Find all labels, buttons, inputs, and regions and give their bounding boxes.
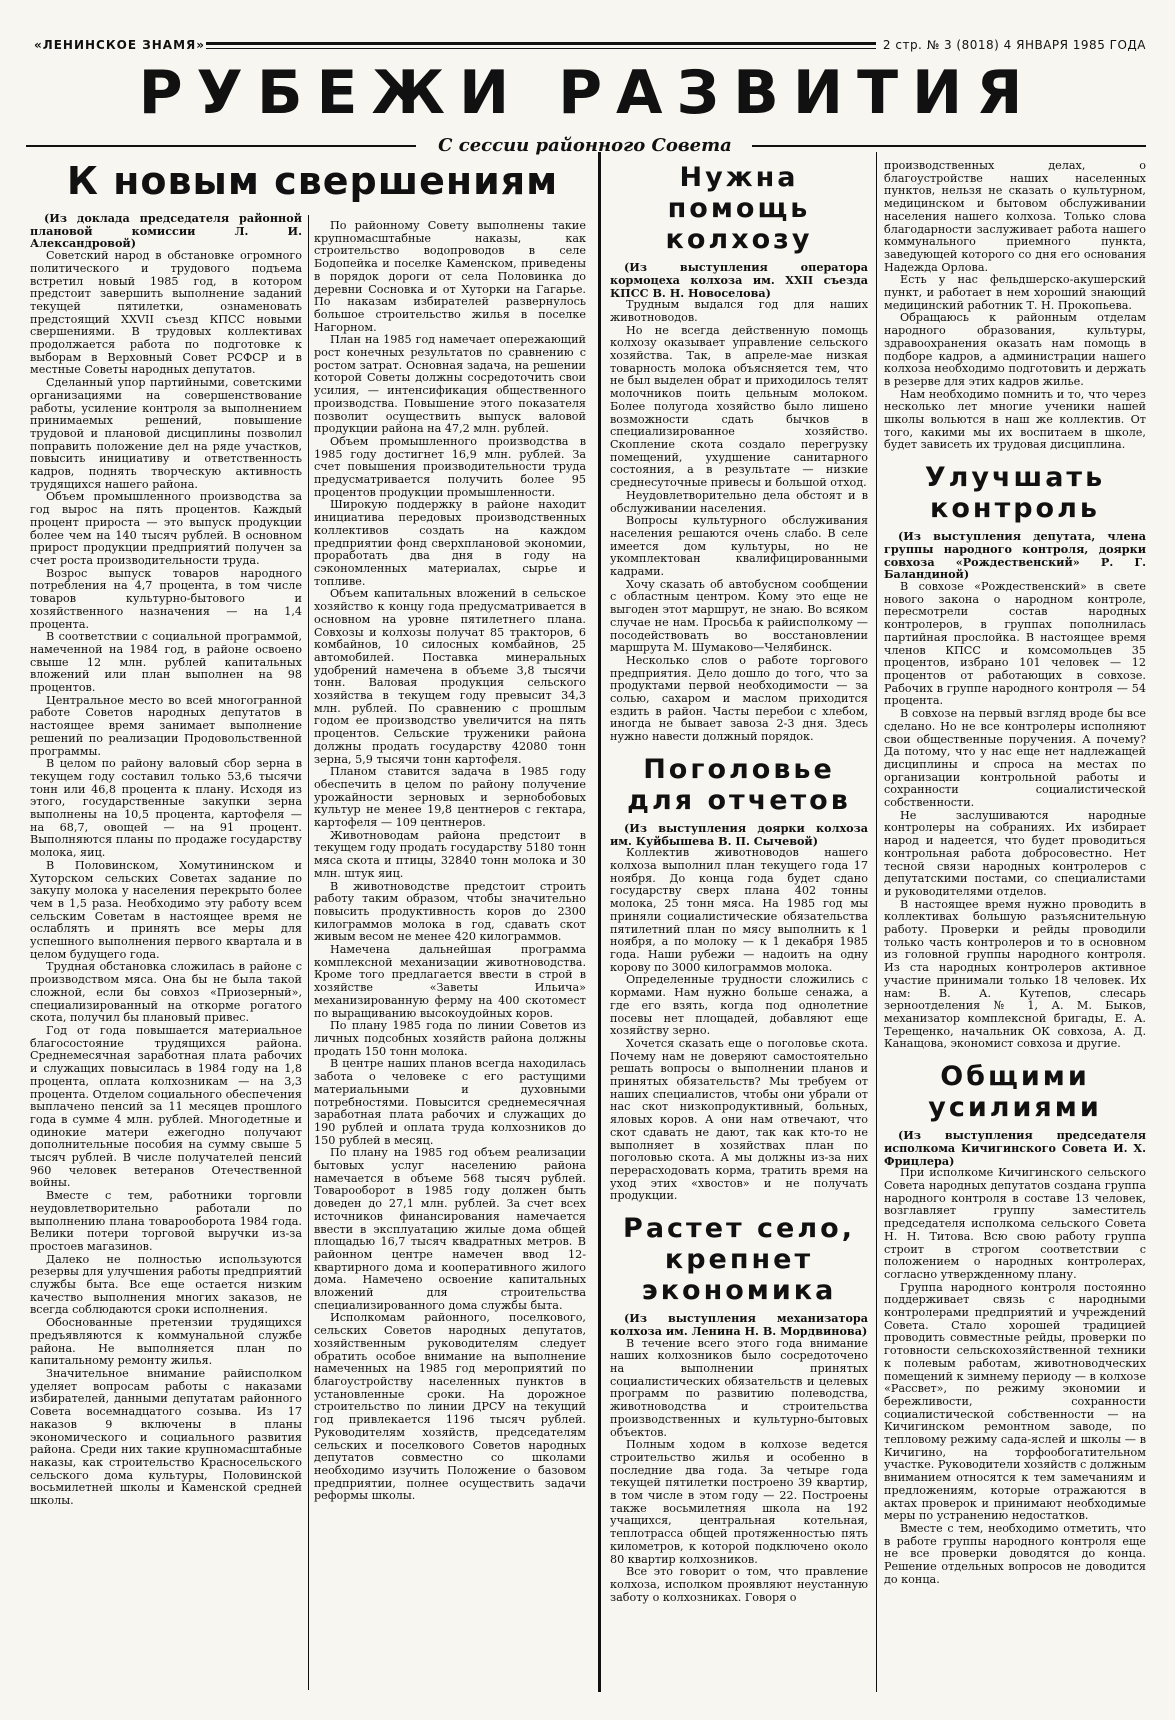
title-line: крепнет (664, 1244, 814, 1276)
article-title-common-efforts (884, 1061, 1146, 1123)
paragraph: Нам необходимо помнить и то, что через несколько лет многие ученики нашей школы вольются в наш же коллектив. От того, какими мы их воспитаем в школе, будет зависеть их трудовая дисциплина. (884, 387, 1146, 452)
article2-caption: (Из выступления оператора кормоцеха колхоза им. XXII съезда КПСС В. Н. Новоселова) (610, 260, 868, 300)
paragraph: Вопросы культурного обслуживания населения решаются очень слабо. В селе имеется дом культуры, но не укомплектован квалифицированными кадрами. (610, 514, 868, 579)
paragraph: В Половинском, Хомутининском и Хуторском сельских Советах задание по закупу молока у населения перекрыто более чем в 1,5 раза. Необходимо эту работу всем сельским Советам в настоящее время не ослаблять и принять все меры для успешного выполнения первого квартала и в целом будущего года. (30, 858, 302, 961)
article5-caption: (Из выступления депутата, члена группы народного контроля, доярки совхоза «Рождественский» Р. Г. Баландиной) (884, 529, 1146, 582)
article1-column-1 (30, 212, 302, 1692)
article-title-livestock-reports (610, 754, 868, 816)
paragraph: При исполкоме Кичигинского сельского Совета народных депутатов создана группа народного контроля в составе 13 человек, возглавляет группу заместитель председателя исполкома сельского Совета Н. Н. Титова. Всю свою работу группа строит в строгом соответствии с положением о народных контролерах, согласно утвержденному плану. (884, 1166, 1146, 1281)
paragraph: Намечена дальнейшая программа комплексной механизации животноводства. Кроме того предлагается ввести в строй в хозяйстве «Заветы Ильича» механизированную ферму на 400 скотомест по выращиванию высокоудойных коров. (314, 943, 586, 1020)
paragraph: Группа народного контроля постоянно поддерживает связь с народными контролерами предприятий и учреждений Совета. Стало хорошей традицией проводить совместные рейды, проверки по готовности сельскохозяйственной техники к полевым работам, животноводческих помещений к зимнему периоду — в колхозе «Рассвет», по режиму экономии и бережливости, сохранности социалистической собственности — на Кичигинском ремонтном заводе, по тепловому режиму сада-яслей и школы — в Кичигино, на торфообогатительном участке. Руководители хозяйств с должным вниманием относятся к тем замечаниям и предложениям, которые отражаются в актах проверок и принимают необходимые меры по устранению недостатков. (884, 1280, 1146, 1523)
paragraph: Возрос выпуск товаров народного потребления на 4,7 процента, в том числе товаров культурно-бытового и хозяйственного назначения — на 1,4 процента. (30, 566, 302, 631)
title-line: экономика (641, 1275, 837, 1307)
paragraph: Определенные трудности сложились с кормами. Нам нужно больше сенажа, а где его взять, когда под однолетние посевы нет площадей, добавляют еще хозяйству зерно. (610, 973, 868, 1038)
article1-column-2 (314, 220, 586, 1692)
title-line: Улучшать (924, 462, 1106, 494)
title-line: Нужна помощь (667, 162, 811, 225)
paragraph: В животноводстве предстоит строить работу таким образом, чтобы значительно повысить продуктивность коров до 2300 килограммов молока в год, сдавать скот живым весом не менее 420 килограммов. (314, 879, 586, 944)
title-line: Общими (940, 1061, 1090, 1093)
article1-caption: (Из доклада председателя районной плановой комиссии Л. И. Александровой) (30, 212, 302, 251)
paragraph: Трудная обстановка сложилась в районе с производством мяса. Она бы не была такой сложной, если бы совхоз «Приозерный», специализированный на откорме рогатого скота, получил бы плановый привес. (30, 960, 302, 1025)
subtitle-rule-left (26, 145, 416, 147)
article6-caption: (Из выступления председателя исполкома Кичигинского Совета И. Х. Фрицлера) (884, 1128, 1146, 1168)
paragraph: Коллектив животноводов нашего колхоза выполнил план текущего года 17 ноября. До конца года будет сдано государству сверх плана 402 тонны молока, 25 тонн мяса. На 1985 год мы приняли социалистические обязательства пятилетний план по мясу выполнить к 1 ноября, а по молоку — к 1 декабря 1985 года. Наши рубежи — надоить на одну корову по 3000 килограммов молока. (610, 846, 868, 974)
article3-caption: (Из выступления доярки колхоза им. Куйбышева В. П. Сычевой) (610, 820, 868, 848)
paragraph: Вместе с тем, работники торговли неудовлетворительно работали по выполнению плана товарооборота 1984 года. Велики потери торговой выручки из-за простоев магазинов. (30, 1189, 302, 1253)
paragraph: Обращаюсь к районным отделам народного образования, культуры, здравоохранения оказать нам помощь в подборе кадров, а администрации нашего колхоза необходимо подготовить и держать в резерве для этих кадров жилье. (884, 311, 1146, 388)
paragraph: Неудовлетворительно дела обстоят и в обслуживании населения. (610, 488, 868, 515)
paragraph: Но не всегда действенную помощь колхозу оказывает управление сельского хозяйства. Так, в апреле-мае низкая товарность молока объясняется тем, что не был выделен обрат и приходилось телят молочников поить цельным молоком. Более полугода хозяйство было лишено возможности сдать бычков в специализированное хозяйство. Скопление скота создало перегрузку помещений, ухудшение санитарного состояния, а в результате — низкие среднесуточные привесы и большой отход. (610, 323, 868, 490)
paragraph: Вместе с тем, необходимо отметить, что в работе группы народного контроля еще не все проверки доводятся до конца. Решение отдельных вопросов не доводится до конца. (884, 1521, 1146, 1586)
title-line: Поголовье (643, 753, 835, 785)
column-divider (876, 152, 877, 1692)
masthead-rule (206, 42, 876, 49)
paragraph: По районному Совету выполнены такие крупномасштабные наказы, как строительство водопроводов в селе Бодопейка и поселке Каменском, приведены в порядок дороги от села Половинка до деревни Сосновка и от Хуторки на Гагарье. По наказам избирателей развернулось большое строительство жилья в поселке Нагорном. (314, 220, 586, 334)
newspaper-name: «ЛЕНИНСКОЕ ЗНАМЯ» (34, 38, 206, 52)
paragraph: В течение всего этого года внимание наших колхозников было сосредоточено на выполнении принятых социалистических обязательств и целевых программ по развитию полеводства, животноводства и строительства производственных и культурно-бытовых объектов. (610, 1336, 868, 1439)
paragraph: Советский народ в обстановке огромного политического и трудового подъема встретил новый 1985 год, в котором предстоит завершить выполнение заданий текущей пятилетки, ознаменовать предстоящий XXVII съезд КПСС новыми свершениями. В трудовых коллективах продолжается работа по подготовке к выборам в Верховный Совет РСФСР и в местные Советы народных депутатов. (30, 249, 302, 377)
paragraph: Есть у нас фельдшерско-акушерский пункт, и работает в нем хороший знающий медицинский работник Т. Н. Прокопьева. (884, 273, 1146, 312)
paragraph: Объем капитальных вложений в сельское хозяйство к концу года предусматривается в основном на уровне пятилетнего плана. Совхозы и колхозы получат 85 тракторов, 6 комбайнов, 10 силосных комбайнов, 25 автомобилей. Поставка минеральных удобрений намечена в объеме 3,8 тысячи тонн. Валовая продукция сельского хозяйства в текущем году превысит 34,3 млн. рублей. По сравнению с прошлым годом ее производство увеличится на пять процентов. Сельские труженики района должны продать государству 42080 тонн зерна, 5,9 тысячи тонн картофеля. (314, 587, 586, 766)
paragraph: По плану на 1985 год объем реализации бытовых услуг населению района намечается в объеме 568 тысяч рублей. Товарооборот в 1985 году должен быть доведен до 27,1 млн. рублей. За счет всех источников финансирования намечается ввести в эксплуатацию жилые дома общей площадью 16,7 тысяч квадратных метров. В районном центре намечен ввод 12-квартирного дома и кооперативного жилого дома. Намечено освоение капитальных вложений для строительства специализированного дома службы быта. (314, 1146, 586, 1312)
paragraph: Хочу сказать об автобусном сообщении с областным центром. Кому это еще не выгоден этот маршрут, не знаю. Во всяком случае не нам. Просьба к райисполкому — посодействовать во восстановлении маршрута М. Шумаково—Челябинск. (610, 577, 868, 655)
paragraph: Трудным выдался год для наших животноводов. (610, 298, 868, 324)
paragraph: Исполкомам районного, поселкового, сельских Советов народных депутатов, хозяйственным руководителям следует обратить особое внимание на выполнение намеченных на 1985 год мероприятий по благоустройству населенных пунктов в установленные сроки. На дорожное строительство по линии ДРСУ на текущий год привлекается 1196 тысяч рублей. Руководителям хозяйств, председателям сельских и поселкового Советов народных депутатов совместно со школами необходимо изучить Положение о базовом предприятии, полнее осуществить задачи реформы школы. (314, 1311, 586, 1503)
subtitle-rule-right (752, 145, 1146, 147)
paragraph: Центральное место во всей многогранной работе Советов народных депутатов в настоящее время занимает выполнение решений по реализации Продовольственной программы. (30, 693, 302, 758)
paragraph: Несколько слов о работе торгового предприятия. Дело дошло до того, что за продуктами первой необходимости — за солью, сахаром и маслом приходится ездить в район. Часты перебои с хлебом, иногда не бывает завоза 2-3 дня. Здесь нужно навести должный порядок. (610, 653, 868, 744)
paragraph: В соответствии с социальной программой, намеченной на 1984 год, в районе освоено свыше 12 млн. рублей капитальных вложений или план выполнен на 98 процентов. (30, 630, 302, 695)
title-line: усилиями (928, 1092, 1102, 1124)
column-divider (308, 215, 309, 1690)
page-headline: РУБЕЖИ РАЗВИТИЯ (138, 58, 1037, 128)
title-line: для отчетов (627, 784, 851, 816)
paragraph: Сделанный упор партийными, советскими организациями на совершенствование работы, усиление контроля за выполнением принимаемых решений, повышение трудовой и плановой дисциплины позволил поправить положение дел на ряде участков, повысить инициативу и ответственность кадров, поднять творческую активность трудящихся нашего района. (30, 376, 302, 491)
paragraph: Полным ходом в колхозе ведется строительство жилья и особенно в последние два года. За четыре года текущей пятилетки построено 39 квартир, в том числе в этом году — 22. Построены также восьмилетняя школа на 192 учащихся, центральная котельная, теплотрасса общей протяженностью пять километров, к которой подключено около 80 квартир колхозников. (610, 1438, 868, 1566)
paragraph: В целом по району валовый сбор зерна в текущем году составил только 53,6 тысячи тонн или 46,8 процента к плану. Исходя из этого, государственные закупки зерна выполнены на 10,5 процента, картофеля — на 68,7, овощей — на 91 процент. Выполняются планы по продаже государству молока, яиц. (30, 757, 302, 860)
paragraph: Далеко не полностью используются резервы для улучшения работы предприятий службы быта. Все еще остается низким качество выполнения многих заказов, не всегда соблюдаются сроки исполнения. (30, 1252, 302, 1317)
paragraph: Хочется сказать еще о поголовье скота. Почему нам не доверяют самостоятельно решать вопросы о выполнении планов и принятых обязательств? Мы требуем от наших специалистов, чтобы они убрали от нас скот низкопродуктивный, больных, яловых коров. А они нам отвечают, что скот сдавать не дают, так как кто-то не выполняет в хозяйствах план по поголовью скота. А мы должны из-за них перерасходовать корма, тратить время на уход этих «хвостов» и не получать продукции. (610, 1036, 868, 1203)
title-line: контроль (930, 493, 1100, 525)
paragraph: Год от года повышается материальное благосостояние трудящихся района. Среднемесячная заработная плата рабочих и служащих повысилась в 1984 году на 1,8 процента, оплата колхозникам — на 3,3 процента. Отделом социального обеспечения выплачено пенсий за 11 месяцев прошлого года в сумме 4 млн. рублей. Многодетные и одинокие матери ежегодно получают дополнительные пособия на сумму свыше 5 тысяч рублей. В числе получателей пенсий 960 человек ветеранов Отечественной войны. (30, 1024, 302, 1190)
title-line: Растет село, (623, 1213, 855, 1245)
article4-caption: (Из выступления механизатора колхоза им. Ленина Н. В. Мордвинова) (610, 1311, 868, 1338)
paragraph: Объем промышленного производства за год вырос на пять процентов. Каждый процент прироста — это выпуск продукции более чем на 140 тысяч рублей. В основном прирост продукции предприятий получен за счет роста производительности труда. (30, 490, 302, 567)
page-subtitle: С сессии районного Совета (420, 135, 750, 156)
article-title-improve-control (884, 462, 1146, 524)
paragraph: По плану 1985 года по линии Советов из личных подсобных хозяйств района должны продать 150 тонн молока. (314, 1019, 586, 1058)
paragraph: Не заслушиваются народные контролеры на собраниях. Их избирает народ и надеется, что будет проводиться контрольная работа добросовестно. Нет тесной связи народных контролеров с депутатскими постами, со специалистами и руководителями отделов. (884, 808, 1146, 898)
masthead (26, 36, 1146, 56)
paragraph: Животноводам района предстоит в текущем году продать государству 5180 тонн мяса скота и птицы, 32840 тонн молока и 30 млн. штук яиц. (314, 828, 586, 880)
article-title-help-kolkhoz (610, 162, 868, 255)
paragraph: В настоящее время нужно проводить в коллективах большую разъяснительную работу. Проверки и рейды проводили только часть контролеров и то в основном из головной группы народного контроля. Из ста народных контролеров активное участие принимали только 18 человек. Их нам: В. А. Кутепов, слесарь зерноотделения № 1, А. М. Быков, механизатор комплексной бригады, Е. А. Терещенко, начальник ОК совхоза, А. Д. Канащова, экономист совхоза и другие. (884, 897, 1146, 1051)
issue-info: 2 стр. № 3 (8018) 4 ЯНВАРЯ 1985 ГОДА (882, 38, 1146, 52)
paragraph: В совхозе «Рождественский» в свете нового закона о народном контроле, пересмотрели состав народных контролеров, в группах пополнилась партийная прослойка. В настоящее время членов КПСС и комсомольцев 35 процентов, избрано 101 человек — 12 процентов от работающих в совхозе. Рабочих в группе народного контроля — 54 процента. (884, 580, 1146, 708)
paragraph: Планом ставится задача в 1985 году обеспечить в целом по району получение урожайности зерновых и зернобобовых культур не менее 19,8 центнеров с гектара, картофеля — 109 центнеров. (314, 765, 586, 830)
paragraph: Широкую поддержку в районе находит инициатива передовых производственных коллективов создать на каждом предприятии фонд сверхплановой экономии, проработать два дня в году на сэкономленных материалах, сырье и топливе. (314, 498, 586, 588)
paragraph: Обоснованные претензии трудящихся предъявляются к коммунальной службе района. Не выполняется план по капитальному ремонту жилья. (30, 1316, 302, 1368)
paragraph: Значительное внимание райисполком уделяет вопросам работы с наказами избирателей, данными депутатам районного Совета восемнадцатого созыва. Из 17 наказов 9 включены в планы экономического и социального развития района. Среди них такие крупномасштабные наказы, как строительство Красносельского сельского дома культуры, Половинской восьмилетней школы и Каменской средней школы. (30, 1366, 302, 1508)
title-line: колхозу (665, 224, 813, 256)
article-title-new-achievements: К новым свершениям (66, 159, 559, 203)
paragraph: В центре наших планов всегда находилась забота о человеке с его растущими материальными и духовными потребностями. Повысится среднемесячная заработная плата рабочих и служащих до 190 рублей и оплата труда колхозников до 150 рублей в месяц. (314, 1057, 586, 1147)
paragraph: производственных делах, о благоустройстве наших населенных пунктов, нельзя не сказать о культурном, медицинском и бытовом обслуживании населения нашего колхоза. Только слова благодарности заслуживает работа нашего коммунального приемного пункта, заведующей которого со дня его основания Надежда Орлова. (884, 160, 1146, 274)
column-4 (884, 160, 1146, 1692)
paragraph: План на 1985 год намечает опережающий рост конечных результатов по сравнению с ростом затрат. Основная задача, на решении которой Советы должны сосредоточить свои усилия, — интенсификация общественного производства. Повышение этого показателя позволит осуществить выпуск валовой продукции района на 47,2 млн. рублей. (314, 333, 586, 436)
paragraph: В совхозе на первый взгляд вроде бы все сделано. Но не все контролеры исполняют свои общественные поручения. А почему? Да потому, что у нас еще нет надлежащей дисциплины и спроса на местах по организации контрольной работы и сохранности социалистической собственности. (884, 707, 1146, 810)
paragraph: Все это говорит о том, что правление колхоза, исполком проявляют неустанную заботу о колхозниках. Говоря о (610, 1565, 868, 1604)
column-3 (610, 160, 868, 1692)
column-divider-thick (598, 152, 601, 1692)
paragraph: Объем промышленного производства в 1985 году достигнет 16,9 млн. рублей. За счет повышения производительности труда предусматривается получить более 95 процентов продукции промышленности. (314, 434, 586, 499)
article-title-village-grows (610, 1213, 868, 1306)
